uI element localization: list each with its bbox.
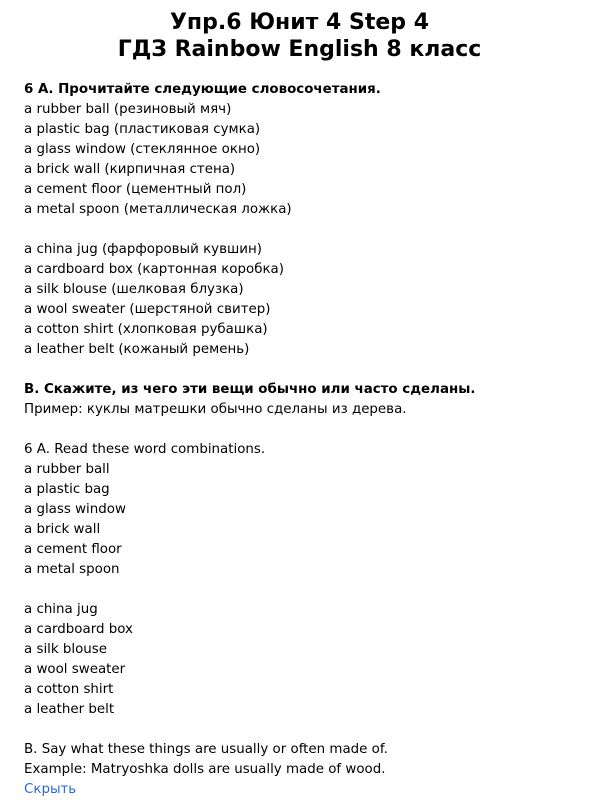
list-item: a rubber ball (резиновый мяч) — [24, 102, 232, 117]
hide-link[interactable]: Скрыть — [24, 782, 77, 797]
list-item: a cement floor — [24, 542, 122, 557]
list-item: a glass window — [24, 502, 126, 517]
section-b-en-example: Example: Matryoshka dolls are usually made of wood. — [24, 762, 386, 777]
section-b-ru-example: Пример: куклы матрешки обычно сделаны из дерева. — [24, 402, 407, 417]
page-title-line2: ГДЗ Rainbow English 8 класс — [117, 37, 482, 62]
list-item: a silk blouse (шелковая блузка) — [24, 282, 244, 297]
list-item: a metal spoon — [24, 562, 120, 577]
list-item: a plastic bag (пластиковая сумка) — [24, 122, 261, 137]
list-item: a leather belt — [24, 702, 115, 717]
list-item: a cement floor (цементный пол) — [24, 182, 247, 197]
list-item: a china jug — [24, 602, 98, 617]
list-item: a silk blouse — [24, 642, 108, 657]
section-a-ru-heading: 6 А. Прочитайте следующие словосочетания. — [24, 82, 381, 97]
spacer — [24, 720, 584, 740]
list-item: a cardboard box (картонная коробка) — [24, 262, 284, 277]
list-item: a cotton shirt — [24, 682, 114, 697]
exercise-content — [24, 80, 584, 800]
spacer — [24, 580, 584, 600]
list-item: a leather belt (кожаный ремень) — [24, 342, 250, 357]
spacer — [24, 420, 584, 440]
section-a-en-heading: 6 A. Read these word combinations. — [24, 442, 266, 457]
list-item: a metal spoon (металлическая ложка) — [24, 202, 292, 217]
section-b-en-heading: B. Say what these things are usually or often made of. — [24, 742, 388, 757]
list-item: a glass window (стеклянное окно) — [24, 142, 261, 157]
list-item: a china jug (фарфоровый кувшин) — [24, 242, 262, 257]
list-item: a wool sweater (шерстяной свитер) — [24, 302, 271, 317]
spacer — [24, 220, 584, 240]
section-b-ru-heading: В. Скажите, из чего эти вещи обычно или часто сделаны. — [24, 382, 476, 397]
list-item: a rubber ball — [24, 462, 110, 477]
list-item: a brick wall (кирпичная стена) — [24, 162, 236, 177]
list-item: a plastic bag — [24, 482, 110, 497]
list-item: a brick wall — [24, 522, 101, 537]
list-item: a cotton shirt (хлопковая рубашка) — [24, 322, 268, 337]
list-item: a wool sweater — [24, 662, 126, 677]
spacer — [24, 360, 584, 380]
page-title-line1: Упр.6 Юнит 4 Step 4 — [169, 10, 430, 35]
list-item: a cardboard box — [24, 622, 133, 637]
